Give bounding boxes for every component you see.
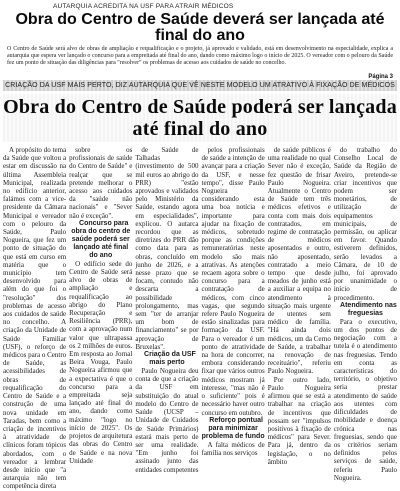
article-column-4 xyxy=(201,146,265,457)
article-headline: Obra do Centro de Saúde poderá ser lançada até final do ano xyxy=(3,96,397,140)
subheading: Concurso para obra do centro de saúde poderá ser lançado até final do ano xyxy=(71,219,131,259)
paragraph: de saúde públicos é uma realidade no qual Sever não é exceção, fez questão de frisar Paulo Nogueira. Atualmente o Centro de Saúde tem três médicos efetivos e conta com mais dois contratados, em regime de contratação de médicos aposentados e outro, não aposentado, contratado a meio tempo que desde meados de junho está a auxiliar a equipa no atendimento à situação mais urgente de utentes sem médico de família. "Há ainda dois médicos, um da Cerno de Saúde, a trabalhar na renovação de receituário", referiu Paulo Nogueira. xyxy=(267,146,331,376)
paragraph: de Saúde de Talhadas (investimento de 500 mil euros ao abrigo do PRR) "estão aprovados e validados pelo Ministério da Saúde, estando agora em especialidades", explicou. O autarca recordou que as diretrizes do PRR dão como data para as obras, concluído em junho de 2026, e a nesse prazo que se focam, contudo não descarta a possibilidade prolongamento, mas sem "ter de arranjar um bom de financiamento" se por aprovação de Bruxelas". xyxy=(135,146,199,351)
paragraph: do trabalho do Conselho Local de Saúde da Região de Aveiro, pretende-se criar incentivos que podem ser monetários, de utilização de equipamentos municipais, de permissão, ou aplicar em favor. Quando estiverem definidos, serão levados a Câmara, de 10 de julho, foi aprovado por unanimidade o início de procedimento. xyxy=(333,146,398,302)
subheading: Criação da USF mais perto xyxy=(144,351,196,367)
article-column-3 xyxy=(135,146,199,474)
top-headline: Obra do Centro de Saúde deverá ser lançada até final do ano xyxy=(15,11,385,44)
paragraph: pelos profissionais de saúde a intenção de avançar para a criação da USF, e nesse tempo", disse Paulo Nogueira considerando esta uma boa notícia e importante para ajudar na fixação de médicos, sobretudo porque as condições remuneratórias neste modelo são mais atrativas. As atenções recaem agora sobre o concurso para a contratação de médicos, com cinco vagas, que segundo refere Paulo Nogueira estão sinalizadas para formação da USF. Para o vereador é um ponto de atratividade na hora de concorrer, embora considerando fixar que vários outros médicos mostram já interesse, "mas não é o suficiente" pois é necessário haver outro concurso em outubro. xyxy=(201,146,265,417)
article-column-2 xyxy=(69,146,133,465)
main-article xyxy=(3,80,398,491)
top-kicker: AUTARQUIA ACREDITA NA USF PARA ATRAIR MÉDICOS xyxy=(53,3,234,10)
article-column-5 xyxy=(267,146,331,466)
top-intro: O Centro de Saúde será alvo de obras de ampliação e requalificação e o projeto, já aprovado e validado, está em desenvolvimento na especialidade, explica a autarquia que espera ver lançado o concurso para a empreitada até final do ano, dando como máximo logo o início de 2025. O vereador com o pelouro da Saúde fez um ponto de situação das diligências para "resolver" os problemas de acesso aos cuidados de saúde no concelho. xyxy=(7,46,393,66)
paragraph: sobre os profissionais de saúde do Centro de Saúde" e realçar que se pretende melhorar o acesso aos cuidados da "saúde não nacionais" e "Sever não é exceção". xyxy=(69,146,133,220)
article-column-1 xyxy=(3,146,67,491)
paragraph: Paulo Nogueira deu conta de que a criação da USF em substituição do atual modelo do Centro de Saúde (UCSP – Unidade de Cuidados de Saúde Primários) estará mais perto de ser uma realidade. "Em junho foi assinado junto das entidades competentes xyxy=(135,367,199,474)
paragraph: A propósito do tema da Saúde que voltou a estar em discussão na última Assembleia Municipal, realizada no edifício anterior, falámos com a vice-presidente da Câmara Municipal e vereador com o pelouro da Saúde, Paulo Nogueira, que fez um ponto de situação do que está em curso em matéria que o município tem desenvolvido para além do que foi o "resolução" dos problemas de acesso aos cuidados de saúde no concelho. A criação da Unidade de Saúde Familiar (USF), o reforço de médicos para o Centro de Saúde, as acessibilidades de obras de requalificação do Centro de Saúde e a construção de uma nova unidade em Taradas, bem como a criação de incentivos à atratividade de clínicos foram tópicos abordados, com o vereador a lembrar desde início que "a autarquia não tem competência direta xyxy=(3,146,67,491)
paragraph: O edifício sede do Centro de Saúde será alvo de obras de ampliação e requalificação ao abrigo do Plano Recuperação e Resiliência (PRR), com a aprovação num valor que ultrapassa os 2 milhões de euros. Em resposta ao Jornal Beira Vouga, Paulo Nogueira afirmou que a expectativa é que o concurso para a empreitada seja lançado até final do ano, dando como máximo "logo no início de 2025". Os projetos de arquitetura das obras do Centro de Saúde e na nova Unidade xyxy=(69,259,133,465)
subheading: Atendimento nas freguesias xyxy=(340,301,397,317)
article-strapline: CRIAÇÃO DA USF MAIS PERTO, DIZ AUTARQUIA QUE VÊ NESTE MODELO UM ATRATIVO À FIXAÇÃO DE MÉDICOS xyxy=(3,80,397,91)
paragraph: A falta médicos de família nos serviços xyxy=(201,440,265,457)
subheading: Reforço pontual para minimizar problema de fundo xyxy=(201,416,265,440)
page-reference: Página 3 xyxy=(368,74,393,80)
paragraph: Por outro lado, Paulo Nogueira afirmou que se está a trabalhar na criação de incentivos que possam ser "impulsos positivos à fixação de médicos" para Sever. Para já, dentro da legislação, o no âmbito xyxy=(267,375,331,466)
paragraph: Para o executivo, um dos pontos de negociação com a tutela é o atendimento nas freguesias. Tendo em conta as características do território, o objetivo seria prestar atendimento de saúde aos utentes com dificuldades de mobilidade e doença crónica nas freguesias, sendo que os critérios seriam definidos pelos serviços de saúde, referiu Paulo Nogueira. xyxy=(333,317,398,482)
article-columns xyxy=(3,146,398,491)
article-column-6 xyxy=(333,146,398,482)
